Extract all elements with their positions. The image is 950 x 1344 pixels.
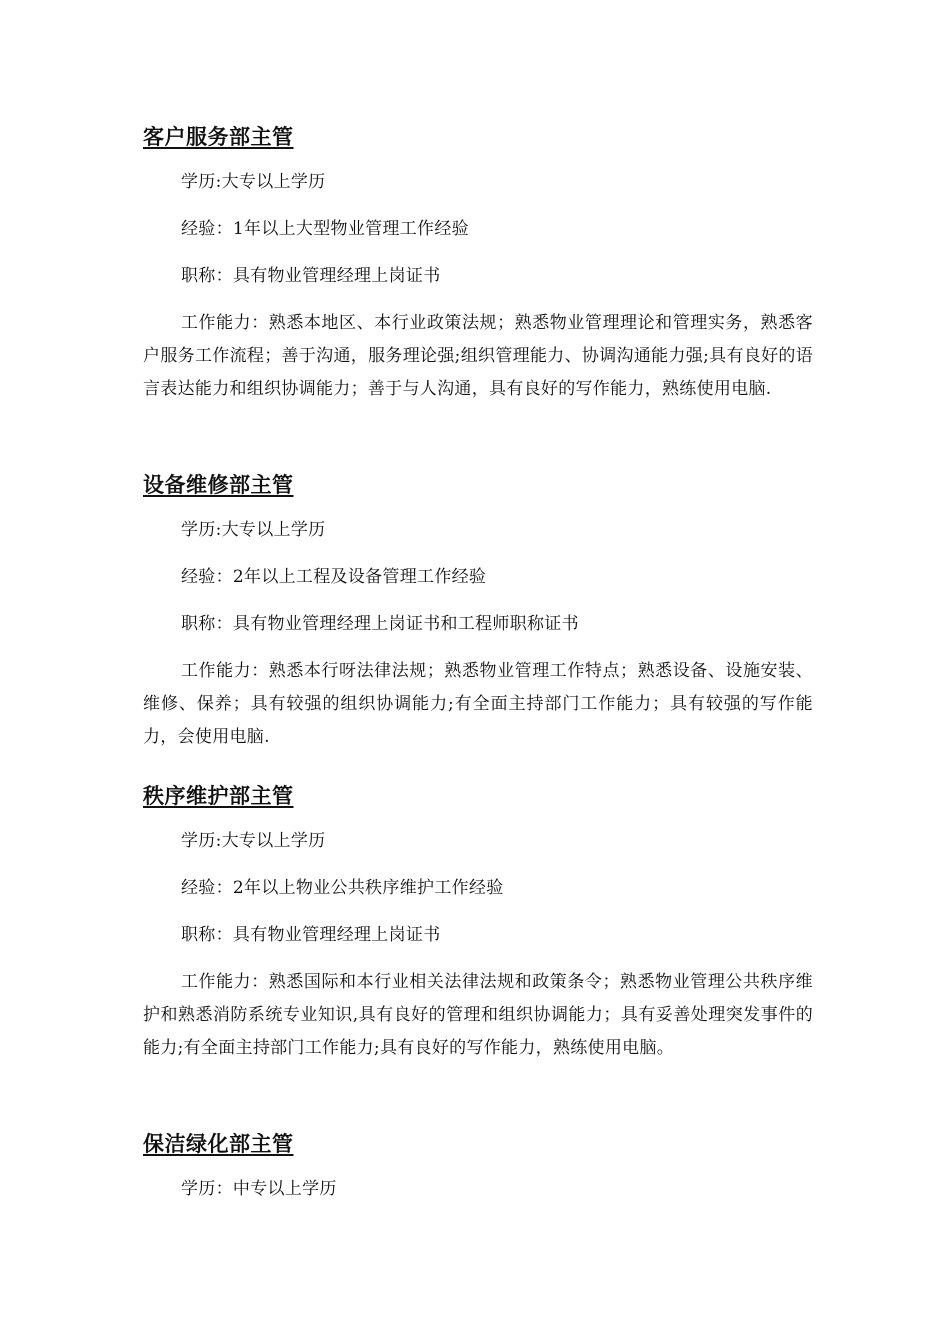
education-line: 学历：中专以上学历 xyxy=(181,1179,337,1199)
certificate-line: 职称：具有物业管理经理上岗证书 xyxy=(181,925,441,945)
section-title: 客户服务部主管 xyxy=(143,125,294,149)
section-customer-service xyxy=(143,118,813,414)
section-equipment-maintenance xyxy=(143,466,813,762)
section-title: 保洁绿化部主管 xyxy=(143,1132,294,1156)
experience-line: 经验：1年以上大型物业管理工作经验 xyxy=(181,219,469,239)
section-title: 秩序维护部主管 xyxy=(143,784,294,808)
ability-paragraph: 工作能力：熟悉本地区、本行业政策法规；熟悉物业管理理论和管理实务，熟悉客户服务工作流程；善于沟通，服务理论强;组织管理能力、协调沟通能力强;具有良好的语言表达能力和组织协调能力；善于与人沟通，具有良好的写作能力，熟练使用电脑. xyxy=(143,313,813,399)
ability-paragraph: 工作能力：熟悉国际和本行业相关法律法规和政策条令；熟悉物业管理公共秩序维护和熟悉消防系统专业知识,具有良好的管理和组织协调能力；具有妥善处理突发事件的能力;有全面主持部门工作能力;具有良好的写作能力，熟练使用电脑。 xyxy=(143,972,813,1058)
experience-line: 经验：2年以上物业公共秩序维护工作经验 xyxy=(181,878,504,898)
section-title: 设备维修部主管 xyxy=(143,473,294,497)
certificate-line: 职称：具有物业管理经理上岗证书 xyxy=(181,266,441,286)
education-line: 学历:大专以上学历 xyxy=(181,520,326,540)
certificate-line: 职称：具有物业管理经理上岗证书和工程师职称证书 xyxy=(181,614,579,634)
section-order-maintenance xyxy=(143,777,813,1073)
section-cleaning-greening xyxy=(143,1125,813,1220)
education-line: 学历:大专以上学历 xyxy=(181,831,326,851)
education-line: 学历:大专以上学历 xyxy=(181,172,326,192)
ability-paragraph: 工作能力：熟悉本行呀法律法规；熟悉物业管理工作特点；熟悉设备、设施安装、维修、保养；具有较强的组织协调能力;有全面主持部门工作能力；具有较强的写作能力，会使用电脑. xyxy=(143,661,813,747)
experience-line: 经验：2年以上工程及设备管理工作经验 xyxy=(181,567,487,587)
